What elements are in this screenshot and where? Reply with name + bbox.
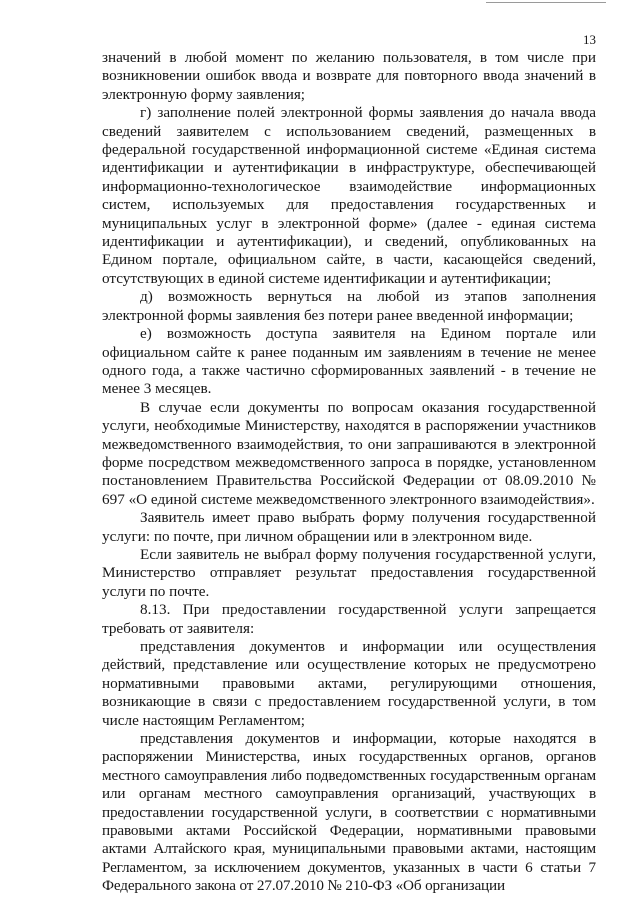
paragraph-result-form: Заявитель имеет право выбрать форму получения государственной услуги: по почте, при личном обращении или в электронном виде. [102, 509, 596, 545]
paragraph-continuation: значений в любой момент по желанию пользователя, в том числе при возникновении ошибок ввода и возврате для повторного ввода значений в электронную форму заявления; [102, 49, 596, 103]
paragraph-item-g: г) заполнение полей электронной формы заявления до начала ввода сведений заявителем с использованием сведений, размещенных в федеральной государственной информационной системе «Единая система идентификации и аутентификации в инфраструктуре, обеспечивающей информационно-технологическое взаимодействие информационных систем, используемых для предоставления государственных и муниципальных услуг в электронной форме» (далее - единая система идентификации и аутентификации), и сведений, опубликованных на Едином портале, официальном сайте, в части, касающейся сведений, отсутствующих в единой системе идентификации и аутентификации; [102, 104, 596, 287]
page-number: 13 [583, 32, 596, 47]
paragraph-item-d: д) возможность вернуться на любой из этапов заполнения электронной формы заявления без потери ранее введенной информации; [102, 288, 596, 324]
paragraph-prohibition-2: представления документов и информации, которые находятся в распоряжении Министерства, иных государственных органов, органов местного самоуправления либо подведомственных государственным органам или органам местного самоуправления организаций, участвующих в предоставлении государственной услуги, в соответствии с нормативными правовыми актами Российской Федерации, нормативными правовыми актами Алтайского края, муниципальными правовыми актами, настоящим Регламентом, за исключением документов, указанных в части 6 статьи 7 Федерального закона от 27.07.2010 № 210-ФЗ «Об организации [102, 730, 596, 895]
paragraph-item-e: е) возможность доступа заявителя на Едином портале или официальном сайте к ранее поданным им заявлениям в течение не менее одного года, а также частично сформированных заявлений - в течение не менее 3 месяцев. [102, 325, 596, 398]
paragraph-section-8-13: 8.13. При предоставлении государственной услуги запрещается требовать от заявителя: [102, 601, 596, 637]
paragraph-result-mail: Если заявитель не выбрал форму получения государственной услуги, Министерство отправляет результат предоставления государственной услуги по почте. [102, 545, 596, 600]
document-body [102, 49, 596, 896]
paragraph-prohibition-1: представления документов и информации или осуществления действий, представление или осуществление которых не предусмотрено нормативными правовыми актами, регулирующими отношения, возникающие в связи с предоставлением государственной услуги, в том числе настоящим Регламентом; [102, 638, 596, 729]
top-edge-line [486, 2, 606, 3]
paragraph-interagency: В случае если документы по вопросам оказания государственной услуги, необходимые Министерству, находятся в распоряжении участников межведомственного взаимодействия, то они запрашиваются в электронной форме посредством межведомственного запроса в порядке, установленном постановлением Правительства Российской Федерации от 08.09.2010 № 697 «О единой системе межведомственного электронного взаимодействия». [102, 398, 596, 508]
